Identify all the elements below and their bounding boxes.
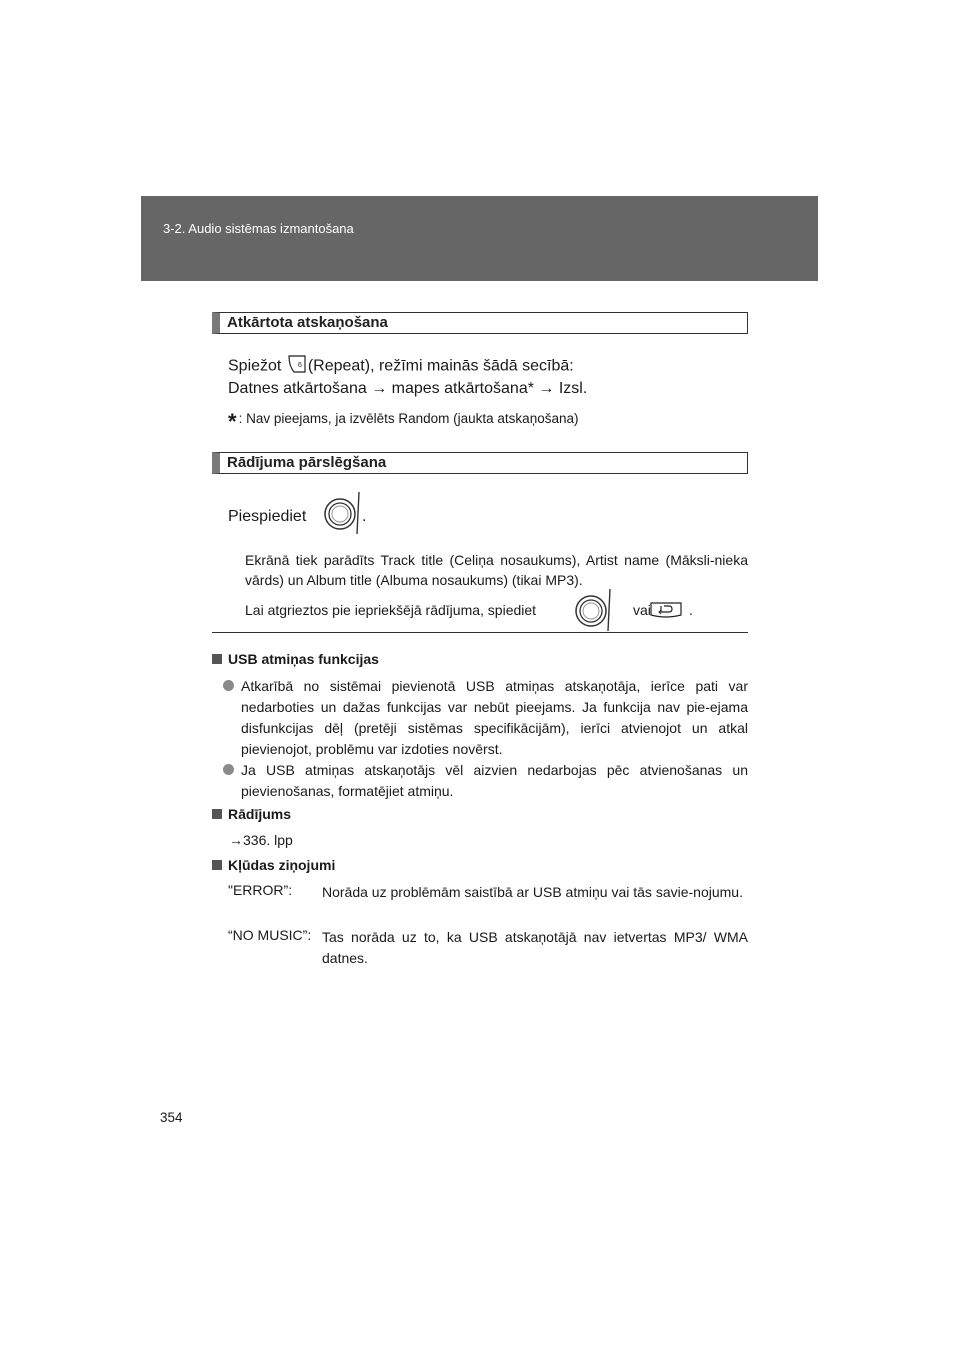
svg-text:6: 6 xyxy=(297,362,302,369)
section-title: 3-2. Audio sistēmas izmantošana xyxy=(163,221,354,236)
bullet-dot-icon xyxy=(223,764,234,775)
repeat-line-2: Datnes atkārtošana → mapes atkārtošana* → Izsl. xyxy=(228,380,588,397)
display-desc-2-mid: vai xyxy=(633,602,651,618)
press-line xyxy=(228,508,306,526)
repeat-heading: Atkārtota atskaņošana xyxy=(227,314,388,331)
repeat-button-icon xyxy=(286,354,308,379)
error-2-label: “NO MUSIC”: xyxy=(228,927,312,943)
press-prefix: Piespiediet xyxy=(228,508,307,525)
tune-knob-icon xyxy=(322,490,362,541)
display-note-heading-text: Rādījums xyxy=(228,806,292,822)
bullet-dot-icon xyxy=(223,680,234,691)
header-band xyxy=(141,196,818,281)
section-divider xyxy=(212,632,748,633)
display-desc-2-prefix: Lai atgrieztos pie iepriekšējā rādījuma, spiediet xyxy=(245,602,537,618)
error-1-text: Norāda uz problēmām saistībā ar USB atmiņu vai tās savie-nojumu. xyxy=(322,884,743,900)
square-bullet-icon xyxy=(212,809,222,819)
display-note-heading xyxy=(212,806,291,822)
footnote-star: * xyxy=(228,409,237,434)
display-heading-box xyxy=(212,452,748,474)
repeat-heading-box xyxy=(212,312,748,334)
tune-knob-icon xyxy=(573,587,613,638)
square-bullet-icon xyxy=(212,860,222,870)
press-suffix: . xyxy=(362,508,367,525)
page-number: 354 xyxy=(160,1110,183,1125)
display-page-ref: →336. lpp xyxy=(229,832,293,848)
error-1-label: "ERROR”: xyxy=(228,882,293,898)
usb-note-heading xyxy=(212,651,379,667)
square-bullet-icon xyxy=(212,654,222,664)
repeat-line-1 xyxy=(228,354,574,379)
display-heading: Rādījuma pārslēgšana xyxy=(227,454,387,471)
error-2-text: Tas norāda uz to, ka USB atskaņotājā nav ietvertas MP3/ WMA datnes. xyxy=(322,929,748,966)
footnote-text: : Nav pieejams, ja izvēlēts Random (jaukta atskaņošana) xyxy=(238,411,579,426)
errors-note-heading-text: Kļūdas ziņojumi xyxy=(228,857,336,873)
display-desc-1: Ekrānā tiek parādīts Track title (Celiņa nosaukums), Artist name (Māksli-nieka vārds) un Album title (Albuma nosaukums) (tikai MP3). xyxy=(245,552,748,588)
errors-note-heading xyxy=(212,857,335,873)
display-desc-2-suffix: . xyxy=(689,602,693,618)
back-button-icon xyxy=(649,601,683,624)
usb-bullet-1-text: Atkarībā no sistēmai pievienotā USB atmiņas atskaņotāja, ierīce pati var nedarboties un dažas funkcijas var nebūt pieejams. Ja funkcija nav pie-ejama disfunkcijas dēļ (pretēji sistēmas specifikācijām), ierīci atvienojot un atkal pievienojot, problēmu var izdoties novērst. xyxy=(241,678,748,757)
repeat-line-1-prefix: Spiežot xyxy=(228,357,282,375)
repeat-line-1-suffix: (Repeat), režīmi mainās šādā secībā: xyxy=(307,357,574,375)
usb-bullet-1 xyxy=(223,676,748,760)
usb-bullet-2 xyxy=(223,760,748,802)
repeat-footnote xyxy=(228,409,578,435)
usb-bullet-2-text: Ja USB atmiņas atskaņotājs vēl aizvien nedarbojas pēc atvienošanas un pievienošanas, formatējiet atmiņu. xyxy=(241,762,748,799)
usb-note-heading-text: USB atmiņas funkcijas xyxy=(228,651,379,667)
